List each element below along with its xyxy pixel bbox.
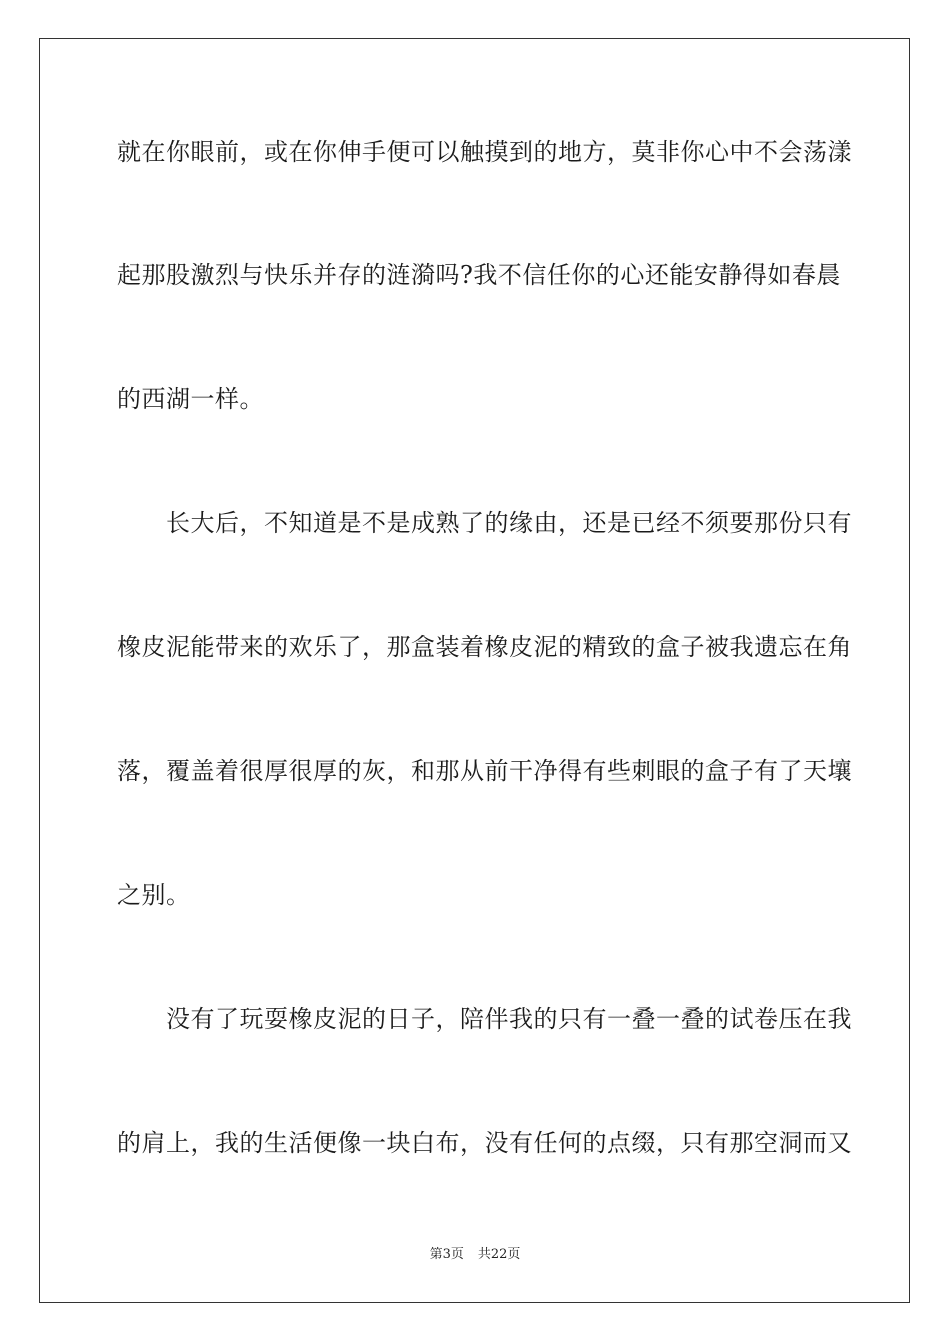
- text-line-9: 的肩上，我的生活便像一块白布，没有任何的点缀，只有那空洞而又: [117, 1129, 852, 1157]
- text-line-6: 落，覆盖着很厚很厚的灰，和那从前干净得有些刺眼的盒子有了天壤: [117, 757, 852, 785]
- text-line-7: 之别。: [117, 881, 191, 909]
- page-footer: [0, 1246, 950, 1264]
- text-line-1: 就在你眼前，或在你伸手便可以触摸到的地方，莫非你心中不会荡漾: [117, 138, 852, 166]
- text-line-8: 没有了玩耍橡皮泥的日子，陪伴我的只有一叠一叠的试卷压在我: [117, 1005, 852, 1033]
- page-total-label: 共22页: [477, 1247, 521, 1262]
- text-line-3: 的西湖一样。: [117, 385, 264, 413]
- text-line-5: 橡皮泥能带来的欢乐了，那盒装着橡皮泥的精致的盒子被我遗忘在角: [117, 633, 852, 661]
- text-line-2: 起那股激烈与快乐并存的涟漪吗?我不信任你的心还能安静得如春晨: [117, 261, 841, 289]
- page-number-label: 第3页: [429, 1247, 464, 1262]
- text-line-4: 长大后，不知道是不是成熟了的缘由，还是已经不须要那份只有: [117, 509, 852, 537]
- page-border: [39, 38, 910, 1303]
